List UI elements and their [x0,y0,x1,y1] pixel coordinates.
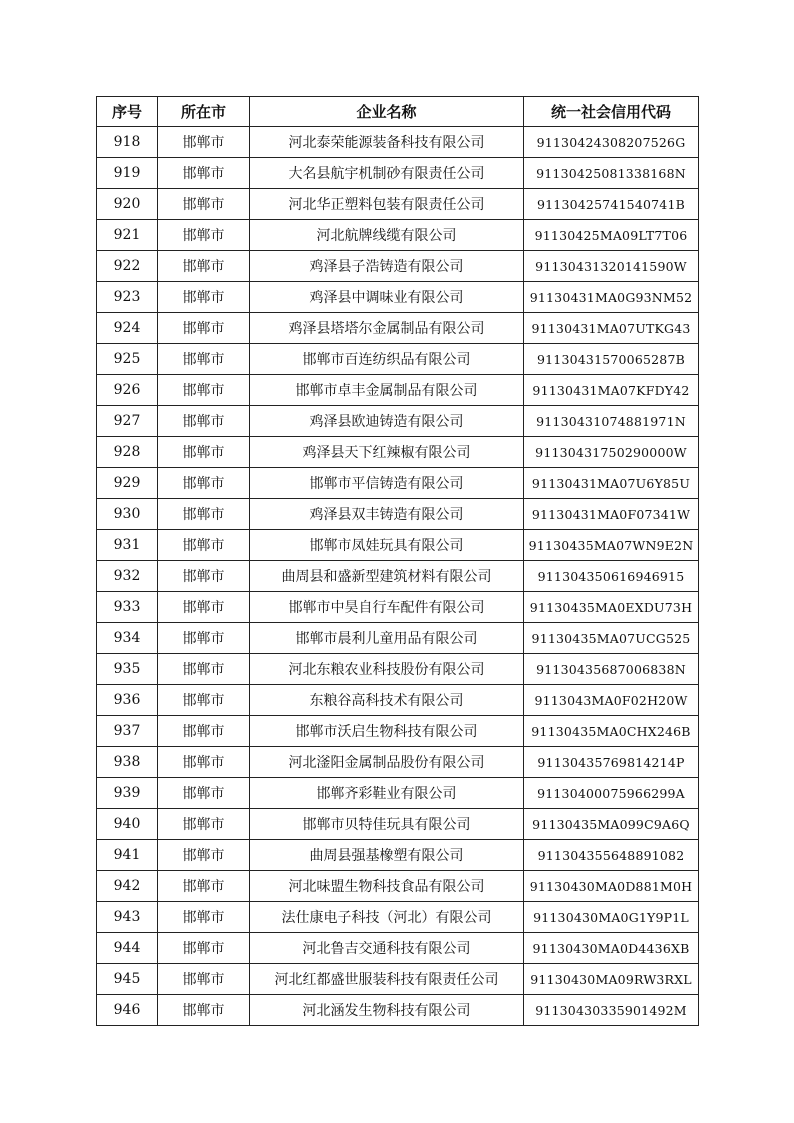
table-row [97,809,699,840]
cell-index: 939 [97,778,158,809]
table-row [97,282,699,313]
table-row [97,406,699,437]
cell-credit-code: 91130431MA07U6Y85U [524,468,699,499]
table-row [97,654,699,685]
cell-index: 932 [97,561,158,592]
table-row [97,561,699,592]
cell-company-name: 曲周县强基橡塑有限公司 [250,840,524,871]
table-row [97,716,699,747]
cell-credit-code: 91130430MA0D4436XB [524,933,699,964]
table-row [97,437,699,468]
cell-company-name: 邯郸市凤娃玩具有限公司 [250,530,524,561]
cell-index: 935 [97,654,158,685]
cell-credit-code: 91130431320141590W [524,251,699,282]
cell-city: 邯郸市 [158,251,250,282]
cell-city: 邯郸市 [158,902,250,933]
cell-credit-code: 91130425741540741B [524,189,699,220]
cell-index: 919 [97,158,158,189]
cell-city: 邯郸市 [158,158,250,189]
cell-city: 邯郸市 [158,406,250,437]
cell-company-name: 曲周县和盛新型建筑材料有限公司 [250,561,524,592]
header-index: 序号 [97,97,158,127]
cell-index: 938 [97,747,158,778]
cell-index: 918 [97,127,158,158]
cell-credit-code: 91130435687006838N [524,654,699,685]
cell-company-name: 邯郸市卓丰金属制品有限公司 [250,375,524,406]
cell-credit-code: 91130430MA0D881M0H [524,871,699,902]
cell-credit-code: 91130435MA0CHX246B [524,716,699,747]
cell-credit-code: 91130430MA09RW3RXL [524,964,699,995]
cell-city: 邯郸市 [158,871,250,902]
table-row [97,468,699,499]
cell-company-name: 邯郸市晨利儿童用品有限公司 [250,623,524,654]
cell-city: 邯郸市 [158,561,250,592]
cell-city: 邯郸市 [158,530,250,561]
cell-city: 邯郸市 [158,840,250,871]
cell-index: 925 [97,344,158,375]
cell-index: 929 [97,468,158,499]
cell-city: 邯郸市 [158,592,250,623]
table-row [97,995,699,1026]
cell-city: 邯郸市 [158,468,250,499]
cell-city: 邯郸市 [158,685,250,716]
cell-company-name: 鸡泽县双丰铸造有限公司 [250,499,524,530]
cell-company-name: 鸡泽县塔塔尔金属制品有限公司 [250,313,524,344]
cell-index: 941 [97,840,158,871]
cell-company-name: 河北涵发生物科技有限公司 [250,995,524,1026]
cell-company-name: 鸡泽县中调味业有限公司 [250,282,524,313]
cell-credit-code: 91130431MA0F07341W [524,499,699,530]
cell-index: 933 [97,592,158,623]
cell-index: 946 [97,995,158,1026]
table-row [97,375,699,406]
table-row [97,344,699,375]
table-row [97,778,699,809]
table-row [97,623,699,654]
cell-index: 942 [97,871,158,902]
cell-credit-code: 91130431MA07KFDY42 [524,375,699,406]
cell-city: 邯郸市 [158,220,250,251]
cell-credit-code: 91130435061694691​5 [524,561,699,592]
cell-credit-code: 91130435MA07UCG525 [524,623,699,654]
cell-credit-code: 91130435564889108​2 [524,840,699,871]
table-header-row [97,97,699,127]
cell-credit-code: 91130425MA09LT7T06 [524,220,699,251]
cell-credit-code: 91130435769814214P [524,747,699,778]
cell-credit-code: 9113043MA0F02H20W [524,685,699,716]
cell-company-name: 河北航牌线缆有限公司 [250,220,524,251]
cell-city: 邯郸市 [158,189,250,220]
cell-index: 923 [97,282,158,313]
table-row [97,871,699,902]
cell-credit-code: 91130435MA0EXDU73H [524,592,699,623]
cell-city: 邯郸市 [158,933,250,964]
table-row [97,902,699,933]
cell-city: 邯郸市 [158,344,250,375]
cell-credit-code: 91130431074881971N [524,406,699,437]
cell-company-name: 河北红都盛世服装科技有限责任公司 [250,964,524,995]
cell-company-name: 鸡泽县欧迪铸造有限公司 [250,406,524,437]
table-row [97,158,699,189]
cell-company-name: 邯郸市百连纺织品有限公司 [250,344,524,375]
cell-index: 943 [97,902,158,933]
cell-credit-code: 91130430MA0G1Y9P1L [524,902,699,933]
cell-index: 944 [97,933,158,964]
table-row [97,499,699,530]
cell-company-name: 河北味盟生物科技食品有限公司 [250,871,524,902]
cell-city: 邯郸市 [158,809,250,840]
cell-index: 945 [97,964,158,995]
header-company-name: 企业名称 [250,97,524,127]
table-row [97,127,699,158]
cell-credit-code: 91130431570065287B [524,344,699,375]
cell-company-name: 河北东粮农业科技股份有限公司 [250,654,524,685]
cell-city: 邯郸市 [158,127,250,158]
table-row [97,685,699,716]
cell-city: 邯郸市 [158,995,250,1026]
cell-company-name: 河北华正塑料包装有限责任公司 [250,189,524,220]
cell-city: 邯郸市 [158,747,250,778]
cell-credit-code: 91130431MA0G93NM52 [524,282,699,313]
cell-index: 936 [97,685,158,716]
cell-index: 930 [97,499,158,530]
cell-company-name: 东粮谷高科技术有限公司 [250,685,524,716]
cell-index: 922 [97,251,158,282]
cell-city: 邯郸市 [158,716,250,747]
cell-company-name: 河北鲁吉交通科技有限公司 [250,933,524,964]
cell-credit-code: 91130431MA07UTKG43 [524,313,699,344]
cell-index: 940 [97,809,158,840]
cell-city: 邯郸市 [158,375,250,406]
cell-city: 邯郸市 [158,437,250,468]
cell-credit-code: 91130424308207526G [524,127,699,158]
cell-city: 邯郸市 [158,499,250,530]
cell-index: 920 [97,189,158,220]
table-row [97,840,699,871]
cell-city: 邯郸市 [158,623,250,654]
cell-credit-code: 91130435MA099C9A6Q [524,809,699,840]
cell-company-name: 法仕康电子科技（河北）有限公司 [250,902,524,933]
cell-company-name: 鸡泽县天下红辣椒有限公司 [250,437,524,468]
cell-index: 924 [97,313,158,344]
table-row [97,592,699,623]
cell-index: 927 [97,406,158,437]
cell-company-name: 大名县航宇机制砂有限责任公司 [250,158,524,189]
cell-index: 921 [97,220,158,251]
cell-city: 邯郸市 [158,778,250,809]
cell-company-name: 鸡泽县子浩铸造有限公司 [250,251,524,282]
table-body [97,127,699,1026]
cell-credit-code: 91130425081338168N [524,158,699,189]
cell-company-name: 邯郸市中昊自行车配件有限公司 [250,592,524,623]
cell-company-name: 河北泰荣能源装备科技有限公司 [250,127,524,158]
cell-company-name: 河北滏阳金属制品股份有限公司 [250,747,524,778]
cell-company-name: 邯郸市贝特佳玩具有限公司 [250,809,524,840]
cell-credit-code: 91130430335901492M [524,995,699,1026]
table-row [97,220,699,251]
table-row [97,313,699,344]
table-row [97,189,699,220]
header-credit-code: 统一社会信用代码 [524,97,699,127]
cell-city: 邯郸市 [158,313,250,344]
cell-index: 934 [97,623,158,654]
table-row [97,530,699,561]
table-row [97,747,699,778]
cell-credit-code: 91130400075966299A [524,778,699,809]
cell-company-name: 邯郸市沃启生物科技有限公司 [250,716,524,747]
cell-company-name: 邯郸齐彩鞋业有限公司 [250,778,524,809]
header-city: 所在市 [158,97,250,127]
cell-company-name: 邯郸市平信铸造有限公司 [250,468,524,499]
cell-city: 邯郸市 [158,282,250,313]
table-row [97,933,699,964]
table-row [97,251,699,282]
cell-city: 邯郸市 [158,964,250,995]
cell-city: 邯郸市 [158,654,250,685]
cell-index: 928 [97,437,158,468]
cell-credit-code: 91130431750290000W [524,437,699,468]
cell-index: 931 [97,530,158,561]
cell-credit-code: 91130435MA07WN9E2N [524,530,699,561]
enterprise-table [96,96,699,1026]
cell-index: 926 [97,375,158,406]
table-row [97,964,699,995]
cell-index: 937 [97,716,158,747]
